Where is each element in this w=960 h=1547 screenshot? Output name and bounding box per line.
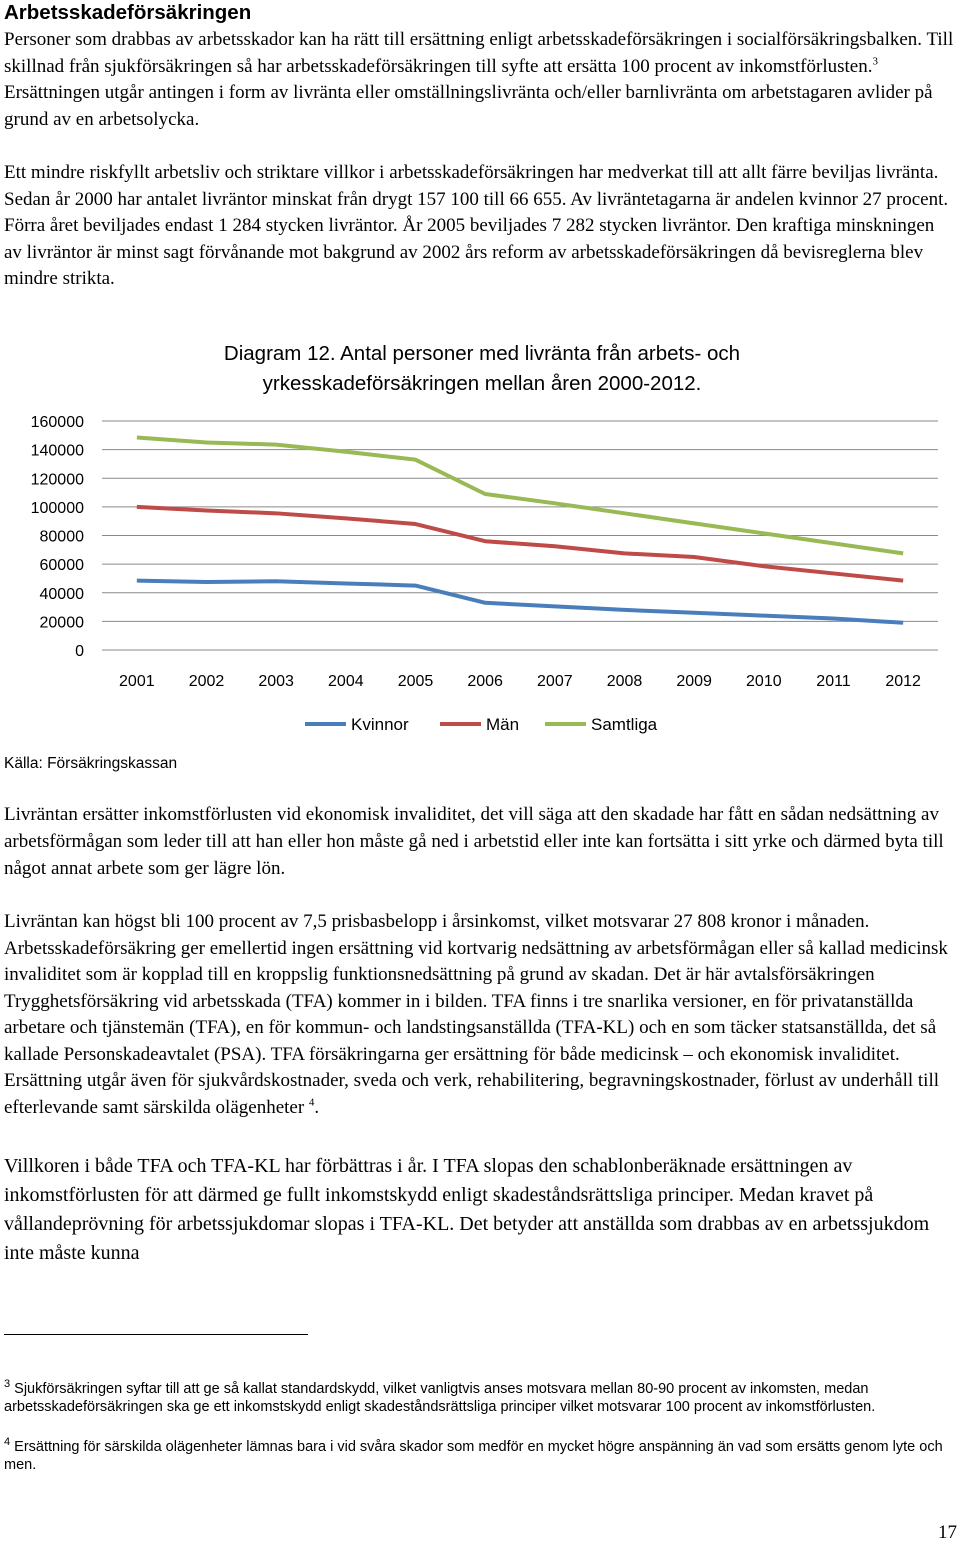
x-tick-label: 2002 bbox=[188, 673, 225, 690]
y-tick-label: 120000 bbox=[30, 471, 84, 489]
footnote-3-number: 3 bbox=[4, 1378, 11, 1391]
chart-title-line2: yrkesskadeförsäkringen mellan åren 2000-2012. bbox=[262, 372, 702, 395]
legend-label-kvinnor: Kvinnor bbox=[351, 715, 409, 734]
footnote-ref-4: 4 bbox=[308, 1096, 315, 1109]
x-tick-label: 2001 bbox=[119, 673, 155, 690]
y-axis-ticks bbox=[31, 414, 84, 660]
x-tick-label: 2006 bbox=[467, 673, 503, 690]
page-number: 17 bbox=[938, 1522, 957, 1543]
x-tick-label: 2008 bbox=[606, 673, 643, 690]
paragraph-livranta: Livräntan ersätter inkomstförlusten vid ekonomisk invaliditet, det vill säga att den skadade har fått en sådan nedsättning av arbetsförmågan som leder till att han eller hon måste gå ned i arbetstid eller inte kan fortsätta i sitt yrke och därmed byta till något annat arbete som ger lägre lön. bbox=[4, 804, 944, 879]
chart-source: Källa: Försäkringskassan bbox=[4, 755, 178, 772]
x-tick-label: 2010 bbox=[746, 673, 782, 690]
paragraph-intro-text: Personer som drabbas av arbetsskador kan ha rätt till ersättning enligt arbetsskadeförsäkringen i socialförsäkringsbalken. Till skillnad från sjukförsäkringen så har arbetsskadeförsäkringen till syfte att ersätta 100 procent av inkomstförlusten. bbox=[4, 29, 954, 77]
x-tick-label: 2007 bbox=[537, 673, 573, 690]
chart-title-line1: Diagram 12. Antal personer med livränta från arbets- och bbox=[223, 342, 741, 365]
y-tick-label: 140000 bbox=[30, 442, 84, 460]
legend-label-samtliga: Samtliga bbox=[591, 715, 658, 734]
x-tick-label: 2003 bbox=[258, 673, 294, 690]
y-tick-label: 100000 bbox=[30, 499, 84, 517]
x-tick-label: 2012 bbox=[885, 673, 921, 690]
footnote-divider bbox=[4, 1334, 308, 1335]
footnote-ref-3: 3 bbox=[872, 55, 878, 68]
x-tick-label: 2004 bbox=[328, 673, 364, 690]
y-tick-label: 20000 bbox=[39, 614, 84, 632]
footnote-3-text: Sjukförsäkringen syftar till att ge så kallat standardskydd, vilket vanligtvis anses motsvara mellan 80-90 procent av inkomsten, medan arbetsskadeförsäkringen ska ge ett inkomstskydd enligt skadeståndsrättsliga principer vilket motsvarar 100 procent av inkomstförlusten. bbox=[4, 1381, 876, 1415]
x-axis-ticks bbox=[119, 673, 921, 690]
footnote-4-number: 4 bbox=[4, 1436, 11, 1449]
y-tick-label: 60000 bbox=[39, 557, 84, 575]
y-tick-label: 80000 bbox=[39, 528, 84, 546]
paragraph-villkor: Villkoren i både TFA och TFA-KL har förbättras i år. I TFA slopas den schablonberäknade ersättningen av inkomstförlusten för att därmed ge fullt inkomstskydd enligt skadeståndsrättsliga principer. Medan kravet på vållandeprövning för arbetssjukdomar slopas i TFA-KL. Det betyder att anställda som drabbas av en arbetssjukdom inte måste kunna bbox=[4, 1155, 930, 1264]
y-tick-label: 0 bbox=[75, 643, 84, 660]
x-tick-label: 2005 bbox=[397, 673, 434, 690]
paragraph-tfa bbox=[4, 909, 956, 1121]
x-tick-label: 2011 bbox=[816, 673, 851, 690]
footnote-4-text: Ersättning för särskilda olägenheter lämnas bara i vid svåra skador som medför en mycket högre anspänning än vad som ersätts genom lyte och men. bbox=[4, 1439, 943, 1473]
chart-title bbox=[224, 342, 740, 395]
chart-series bbox=[137, 437, 903, 622]
series-line-män bbox=[137, 507, 903, 581]
y-tick-label: 40000 bbox=[39, 585, 84, 603]
line-chart bbox=[0, 330, 960, 750]
paragraph-tfa-text: Livräntan kan högst bli 100 procent av 7,5 prisbasbelopp i årsinkomst, vilket motsvarar 27 808 kronor i månaden. Arbetsskadeförsäkring ger emellertid ingen ersättning vid kortvarig nedsättning av arbetsförmågan eller så kallad medicinsk invaliditet som är kopplad till en kroppslig funktionsnedsättning på grund av skadan. Det är här avtalsförsäkringen Trygghetsförsäkring vid arbetsskada (TFA) kommer in i bilden. TFA finns i tre snarlika versioner, en för privatanställda arbetare och tjänstemän (TFA), en för kommun- och landstingsanställda (TFA-KL) och en som täcker statsanställda, det så kallade Personskadeavtalet (PSA). TFA försäkringarna ger ersättning för både medicinsk – och ekonomisk invaliditet. Ersättning utgår även för sjukvårdskostnader, sveda och verk, rehabilitering, begravningskostnader, förlust av underhåll till efterlevande samt särskilda olägenheter bbox=[4, 911, 948, 1118]
series-line-samtliga bbox=[137, 437, 903, 553]
x-tick-label: 2009 bbox=[676, 673, 712, 690]
paragraph-intro bbox=[4, 27, 956, 133]
legend-label-män: Män bbox=[486, 715, 520, 734]
section-heading: Arbetsskadeförsäkringen bbox=[4, 1, 252, 24]
series-line-kvinnor bbox=[137, 581, 903, 623]
footnote-3 bbox=[4, 1380, 956, 1416]
paragraph-statistics: Ett mindre riskfyllt arbetsliv och striktare villkor i arbetsskadeförsäkringen har medverkat till att allt färre beviljas livränta. Sedan år 2000 har antalet livräntor minskat från drygt 157 100 till 66 655. Av livräntetagarna är andelen kvinnor 27 procent. Förra året beviljades endast 1 284 stycken livräntor. År 2005 beviljades 7 282 stycken livräntor. Den kraftiga minskningen av livräntor är minst sagt förvånande mot bakgrund av 2002 års reform av arbetsskadeförsäkringen då bevisreglerna blev mindre strikta. bbox=[4, 162, 949, 289]
footnote-4 bbox=[4, 1438, 956, 1474]
chart-legend bbox=[305, 715, 658, 734]
paragraph-intro-text-cont: Ersättningen utgår antingen i form av livränta eller omställningslivränta och/eller barnlivränta om arbetstagaren avlider på grund av en arbetsolycka. bbox=[4, 82, 933, 130]
y-tick-label: 160000 bbox=[30, 414, 84, 431]
chart-grid bbox=[102, 421, 938, 650]
paragraph-tfa-text-end: . bbox=[314, 1096, 320, 1118]
